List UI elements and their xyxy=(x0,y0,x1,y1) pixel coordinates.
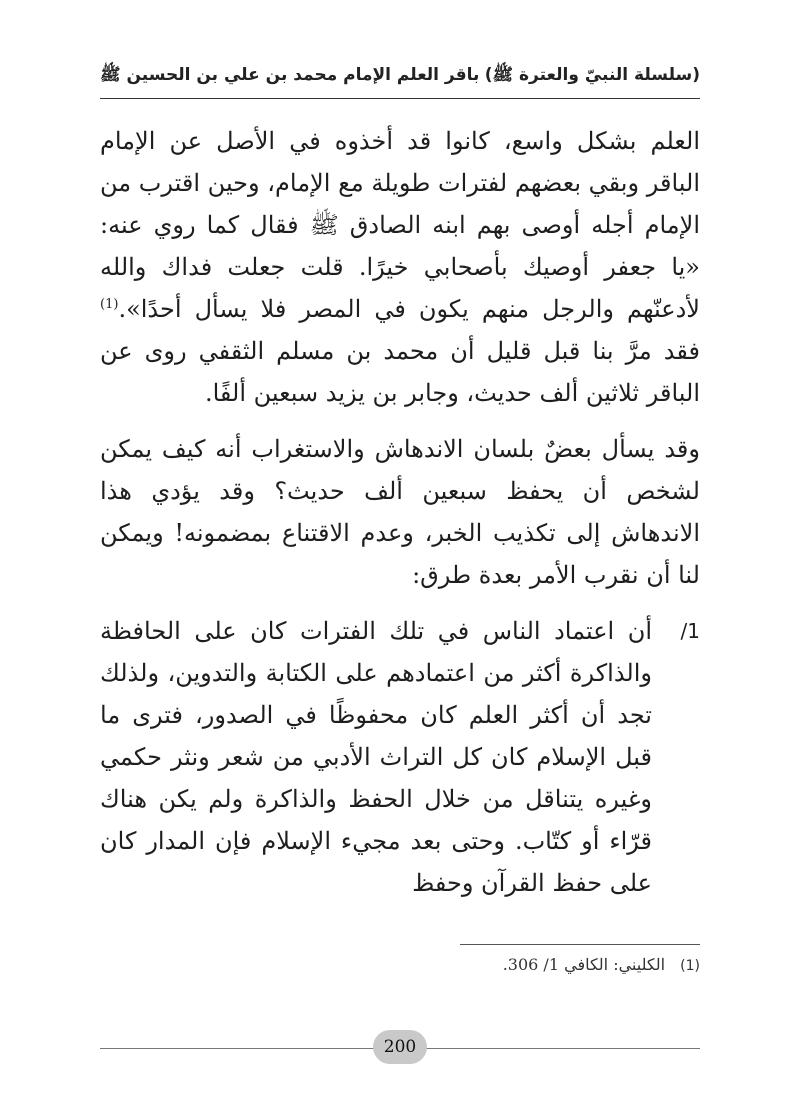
numbered-list xyxy=(100,610,700,904)
running-header xyxy=(100,58,700,94)
header-divider xyxy=(100,98,700,99)
footnote-reference[interactable]: (1) xyxy=(100,297,119,312)
paragraph-1-part-a: العلم بشكل واسع، كانوا قد أخذوه في الأصل عن الإمام الباقر وبقي بعضهم لفترات طويلة مع الإمام، وحين اقترب من الإمام أجله أوصى بهم ابنه الصادق ﷺ فقال كما روي عنه: «يا جعفر أوصيك بأصحابي خيرًا. قلت جعلت فداك والله لأدعنّهم والرجل منهم يكون في المصر فلا يسأل أحدًا». xyxy=(100,127,700,323)
series-title: (سلسلة النبيّ والعترة ﷺ) xyxy=(484,64,700,85)
footnote-divider xyxy=(460,944,700,945)
footnote xyxy=(100,955,700,974)
paragraph-1-part-b: فقد مرَّ بنا قبل قليل أن محمد بن مسلم الثقفي روى عن الباقر ثلاثين ألف حديث، وجابر بن يزيد سبعين ألفًا. xyxy=(100,337,700,407)
list-item-number: 1/ xyxy=(680,619,700,643)
footnote-number: (1) xyxy=(680,958,700,974)
body-text xyxy=(100,120,700,904)
page-number: 200 xyxy=(373,1030,427,1064)
paragraph-2: وقد يسأل بعضٌ بلسان الاندهاش والاستغراب أنه كيف يمكن لشخص أن يحفظ سبعين ألف حديث؟ وقد يؤدي هذا الاندهاش إلى تكذيب الخبر، وعدم الاقتناع بمضمونه! ويمكن لنا أن نقرب الأمر بعدة طرق: xyxy=(100,435,700,589)
list-item-text: أن اعتماد الناس في تلك الفترات كان على الحافظة والذاكرة أكثر من اعتمادهم على الكتابة والتدوين، ولذلك تجد أن أكثر العلم كان محفوظًا في الصدور، فترى ما قبل الإسلام كان كل التراث الأدبي من شعر ونثر حكمي وغيره يتناقل من خلال الحفظ والذاكرة ولم يكن هناك قرّاء أو كتّاب. وحتى بعد مجيء الإسلام فإن المدار كان على حفظ القرآن وحفظ xyxy=(100,617,652,897)
list-item xyxy=(100,610,700,904)
chapter-title: باقر العلم الإمام محمد بن علي بن الحسين ﷺ xyxy=(100,64,480,85)
footnote-text: الكليني: الكافي 1/ 306. xyxy=(502,955,666,974)
paragraph-1 xyxy=(100,120,700,414)
